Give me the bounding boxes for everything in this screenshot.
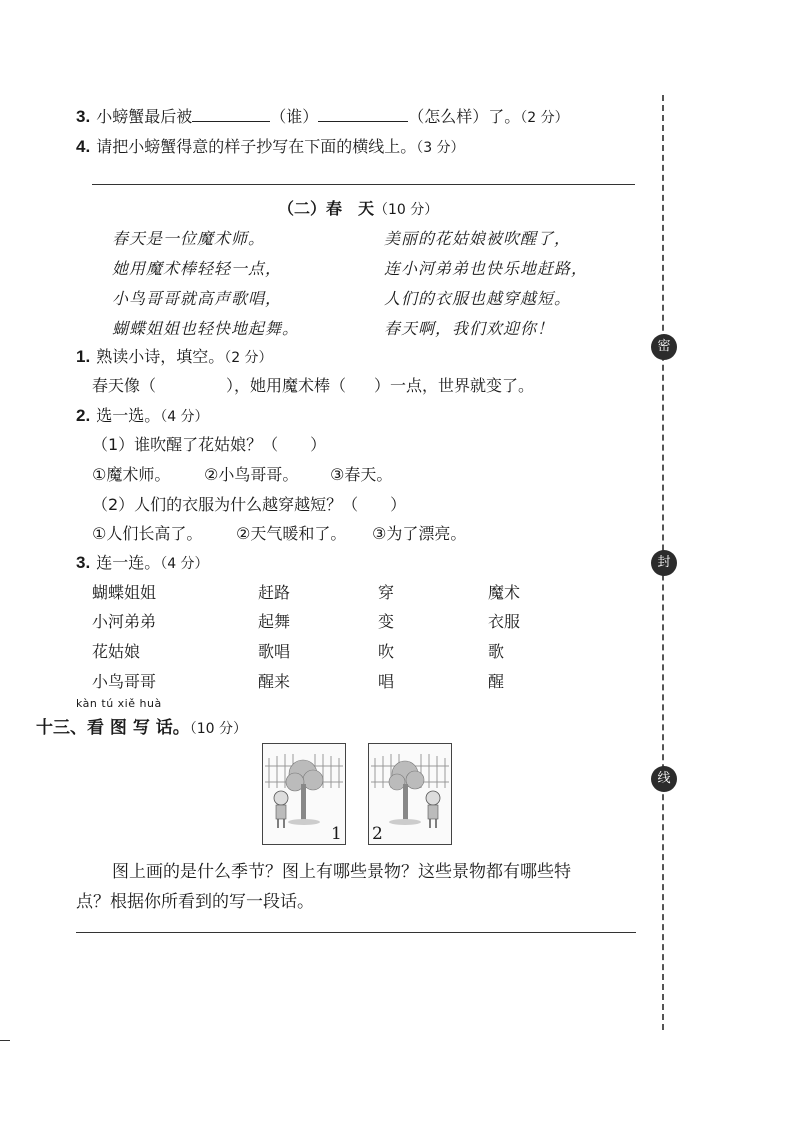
answer-line[interactable] — [92, 184, 635, 185]
question-3-match — [76, 550, 209, 573]
question-hint: （怎么样）了。 — [408, 107, 521, 126]
margin-badge: 线 — [651, 766, 677, 792]
question-text: 请把小螃蟹得意的样子抄写在下面的横线上。 — [96, 137, 417, 156]
choice-option[interactable]: ③春天。 — [330, 465, 393, 484]
section-title — [278, 196, 438, 219]
question-2 — [76, 403, 209, 426]
section-title-text: （二）春 天 — [278, 199, 375, 218]
choice-option[interactable]: ②小鸟哥哥。 — [204, 465, 299, 484]
match-item[interactable]: 小河弟弟 — [92, 612, 157, 631]
question-text: 小螃蟹最后被 — [96, 107, 193, 126]
crop-mark — [0, 1040, 10, 1041]
poem-line: 美丽的花姑娘被吹醒了， — [384, 229, 572, 248]
match-item[interactable]: 唱 — [378, 672, 395, 691]
score-label: （2 分） — [224, 350, 273, 366]
fill-text: ），她用魔术棒（ — [226, 376, 347, 395]
choice-option[interactable]: ②天气暖和了。 — [236, 524, 347, 543]
match-item[interactable]: 醒来 — [258, 672, 291, 691]
match-item[interactable]: 起舞 — [258, 612, 291, 631]
match-item[interactable]: 花姑娘 — [92, 642, 141, 661]
picture-number: 1 — [331, 824, 342, 844]
score-label: （10 分） — [189, 721, 248, 737]
match-item[interactable]: 变 — [378, 612, 395, 631]
margin-badge: 密 — [651, 334, 677, 360]
question-text: 选一选。 — [96, 406, 161, 425]
fill-text: 春天像（ — [92, 376, 157, 395]
poem-line: 蝴蝶姐姐也轻快地起舞。 — [112, 319, 300, 338]
pinyin-annotation: kàn tú xiě huà — [76, 697, 162, 710]
score-label: （2 分） — [520, 110, 569, 126]
poem-line: 人们的衣服也越穿越短。 — [384, 289, 572, 308]
match-item[interactable]: 吹 — [378, 642, 395, 661]
question-hint: （谁） — [270, 107, 319, 126]
question-text: 熟读小诗，填空。 — [96, 347, 225, 366]
sub-question-1: （1）谁吹醒了花姑娘？（ ） — [92, 435, 327, 454]
writing-prompt: 点？根据你所看到的写一段话。 — [76, 892, 314, 912]
question-number: 3. — [76, 107, 91, 126]
match-item[interactable]: 蝴蝶姐姐 — [92, 583, 157, 602]
question-text: 连一连。 — [96, 553, 161, 572]
match-item[interactable]: 歌唱 — [258, 642, 291, 661]
picture-1 — [262, 743, 346, 845]
margin-badge: 封 — [651, 550, 677, 576]
sub-question-2: （2）人们的衣服为什么越穿越短？（ ） — [92, 495, 407, 514]
question-number: 2. — [76, 406, 91, 425]
match-item[interactable]: 歌 — [488, 642, 505, 661]
answer-blank[interactable] — [192, 105, 270, 122]
answer-blank[interactable] — [318, 105, 408, 122]
section-title-text: 十三、看 图 写 话。 — [36, 718, 190, 738]
score-label: （10 分） — [374, 202, 439, 218]
poem-line: 春天啊，我们欢迎你！ — [384, 319, 555, 338]
match-item[interactable]: 穿 — [378, 583, 395, 602]
match-item[interactable]: 赶路 — [258, 583, 291, 602]
choice-option[interactable]: ③为了漂亮。 — [372, 524, 467, 543]
match-item[interactable]: 魔术 — [488, 583, 521, 602]
section-13-title — [36, 713, 247, 738]
question-1 — [76, 344, 273, 367]
match-item[interactable]: 衣服 — [488, 612, 521, 631]
poem-line: 她用魔术棒轻轻一点， — [112, 259, 283, 278]
match-item[interactable]: 小鸟哥哥 — [92, 672, 157, 691]
score-label: （4 分） — [160, 556, 209, 572]
poem-line: 小鸟哥哥就高声歌唱， — [112, 289, 283, 308]
score-label: （4 分） — [160, 409, 209, 425]
picture-number: 2 — [372, 824, 383, 844]
fill-text: ）一点，世界就变了。 — [374, 376, 535, 395]
question-number: 1. — [76, 347, 91, 366]
question-3 — [76, 104, 569, 127]
choice-option[interactable]: ①魔术师。 — [92, 465, 171, 484]
poem-line: 春天是一位魔术师。 — [112, 229, 266, 248]
poem-line: 连小河弟弟也快乐地赶路， — [384, 259, 589, 278]
question-number: 4. — [76, 137, 91, 156]
question-4 — [76, 134, 465, 157]
question-number: 3. — [76, 553, 91, 572]
writing-line[interactable] — [76, 932, 636, 933]
writing-prompt: 图上画的是什么季节？图上有哪些景物？这些景物都有哪些特 — [112, 862, 571, 882]
fill-in-line — [92, 373, 534, 396]
choice-option[interactable]: ①人们长高了。 — [92, 524, 203, 543]
match-item[interactable]: 醒 — [488, 672, 505, 691]
picture-2 — [368, 743, 452, 845]
score-label: （3 分） — [416, 140, 465, 156]
